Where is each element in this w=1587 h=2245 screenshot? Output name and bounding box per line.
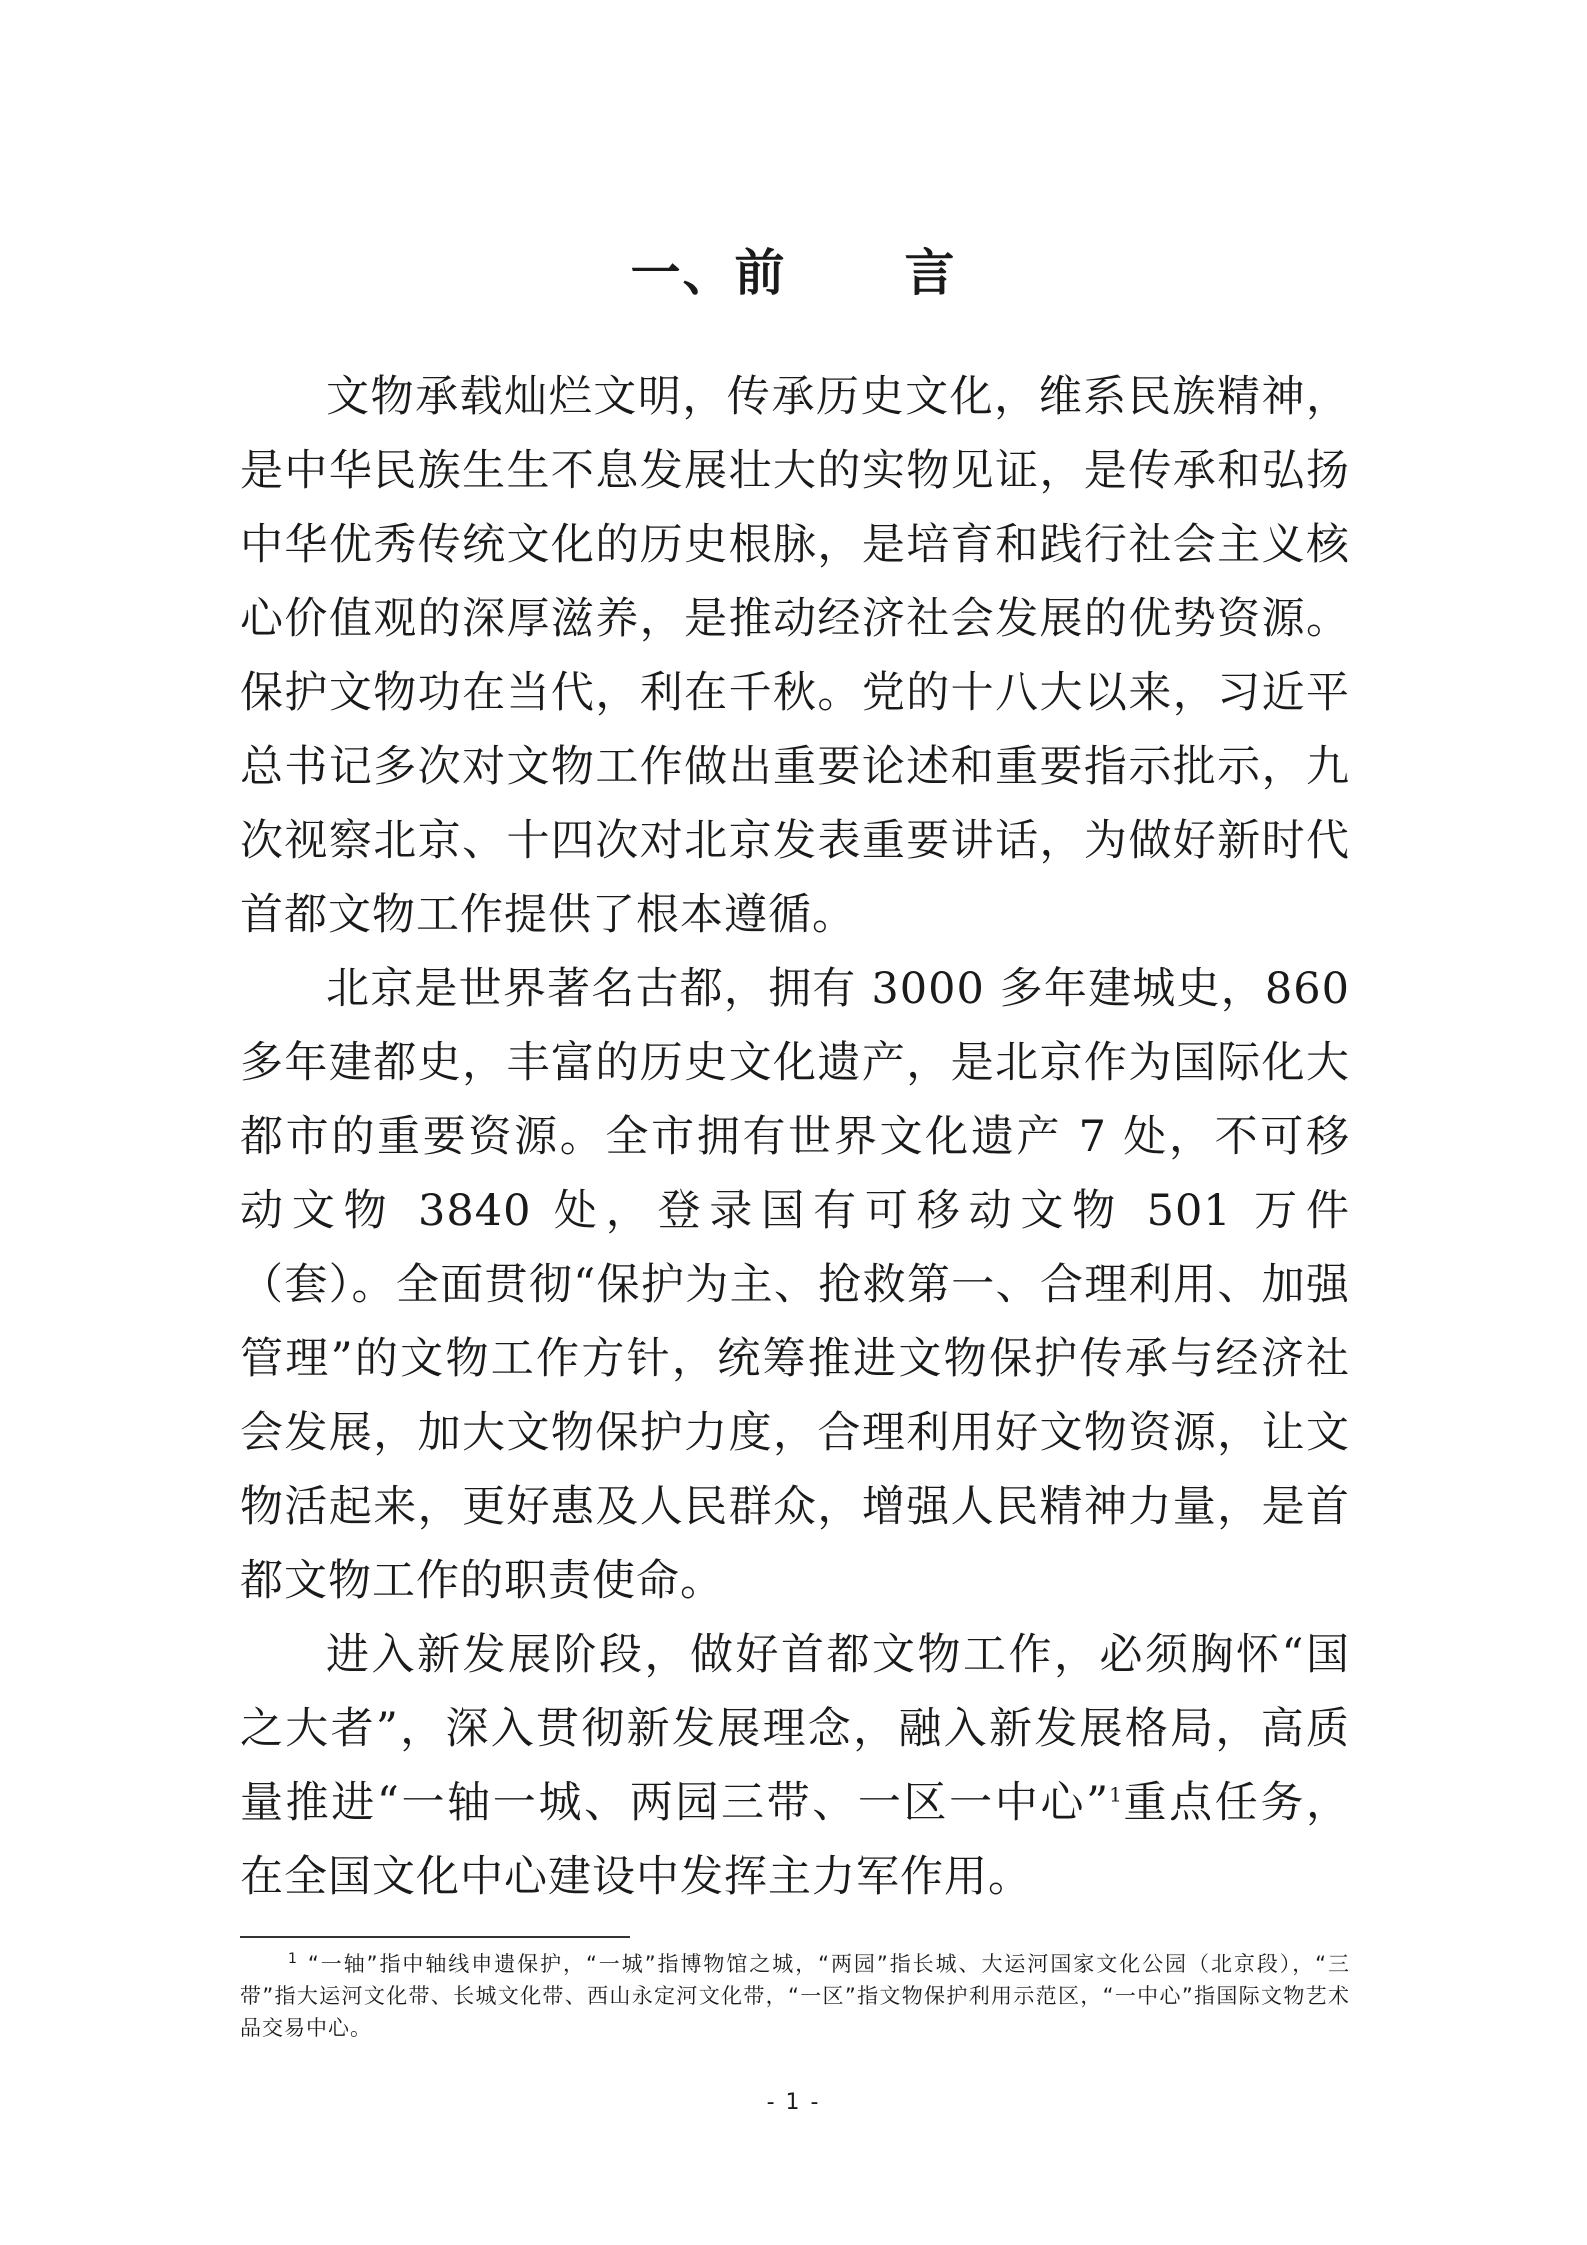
page-number: - 1 - bbox=[766, 2090, 821, 2115]
paragraph-3 bbox=[240, 1618, 1350, 1914]
paragraph-3-text-b: 重点任务，在全国文化中心建设中发挥主力军作用。 bbox=[240, 1778, 1350, 1902]
page-title bbox=[0, 238, 1587, 308]
body-text bbox=[240, 360, 1350, 1914]
paragraph-2: 北京是世界著名古都，拥有 3000 多年建城史，860 多年建都史，丰富的历史文化遗产，是北京作为国际化大都市的重要资源。全市拥有世界文化遗产 7 处，不可移动文物 3840 处，登录国有可移动文物 501 万件（套）。全面贯彻“保护为主、抢救第一、合理利用、加强管理”的文物工作方针，统筹推进文物保护传承与经济社会发展，加大文物保护力度，合理利用好文物资源，让文物活起来，更好惠及人民群众，增强人民精神力量，是首都文物工作的职责使命。 bbox=[240, 964, 1350, 1606]
paragraph-1: 文物承载灿烂文明，传承历史文化，维系民族精神，是中华民族生生不息发展壮大的实物见证，是传承和弘扬中华优秀传统文化的历史根脉，是培育和践行社会主义核心价值观的深厚滋养，是推动经济社会发展的优势资源。保护文物功在当代，利在千秋。党的十八大以来，习近平总书记多次对文物工作做出重要论述和重要指示批示，九次视察北京、十四次对北京发表重要讲话，为做好新时代首都文物工作提供了根本遵循。 bbox=[240, 372, 1350, 940]
paragraph-3-text-a: 进入新发展阶段，做好首都文物工作，必须胸怀“国之大者”，深入贯彻新发展理念，融入新发展格局，高质量推进“一轴一城、两园三带、一区一中心” bbox=[240, 1630, 1350, 1828]
footnote-mark: 1 bbox=[288, 1951, 298, 1967]
footnote-text: “一轴”指中轴线申遗保护，“一城”指博物馆之城，“两园”指长城、大运河国家文化公园（北京段），“三带”指大运河文化带、长城文化带、西山永定河文化带，“一区”指文物保护利用示范区，“一中心”指国际文物艺术品交易中心。 bbox=[240, 1952, 1350, 2040]
title-part-1: 一、前 bbox=[630, 244, 787, 302]
footnote bbox=[240, 1948, 1350, 2044]
footnote-reference[interactable]: 1 bbox=[1109, 1782, 1122, 1807]
footnote-separator bbox=[240, 1936, 630, 1938]
title-part-2: 言 bbox=[904, 244, 957, 302]
